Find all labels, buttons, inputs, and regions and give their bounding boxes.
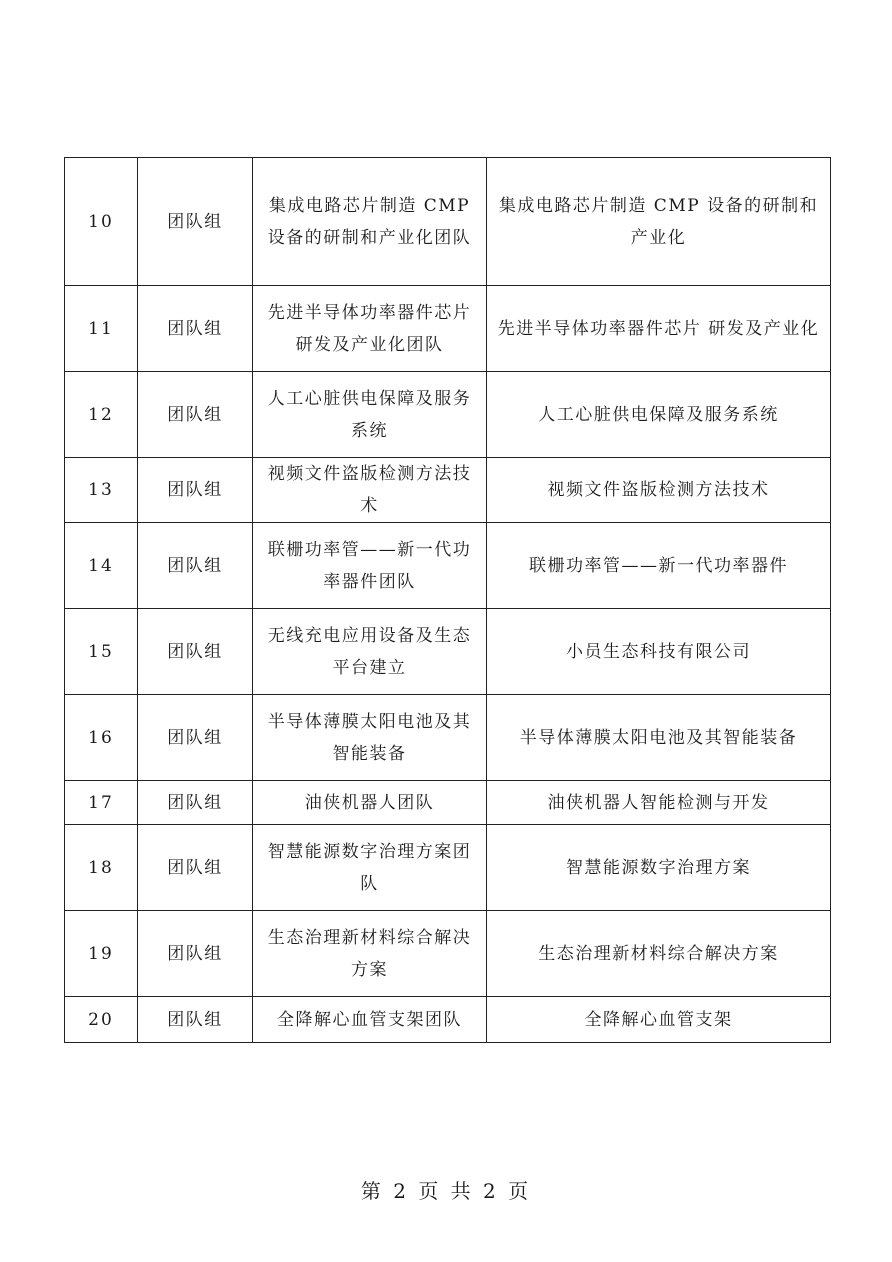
project-cell: 先进半导体功率器件芯片 研发及产业化 bbox=[487, 286, 831, 372]
row-number: 16 bbox=[65, 695, 138, 781]
team-cell: 先进半导体功率器件芯片 研发及产业化团队 bbox=[253, 286, 487, 372]
team-cell: 集成电路芯片制造 CMP 设备的研制和产业化团队 bbox=[253, 158, 487, 286]
project-cell: 生态治理新材料综合解决方案 bbox=[487, 911, 831, 997]
row-number: 12 bbox=[65, 372, 138, 458]
group-cell: 团队组 bbox=[138, 158, 253, 286]
team-cell: 人工心脏供电保障及服务系统 bbox=[253, 372, 487, 458]
group-cell: 团队组 bbox=[138, 911, 253, 997]
team-cell: 半导体薄膜太阳电池及其智能装备 bbox=[253, 695, 487, 781]
row-number: 13 bbox=[65, 458, 138, 523]
table-row bbox=[65, 911, 831, 997]
team-cell: 无线充电应用设备及生态平台建立 bbox=[253, 609, 487, 695]
row-number: 10 bbox=[65, 158, 138, 286]
team-cell: 全降解心血管支架团队 bbox=[253, 997, 487, 1043]
table-row bbox=[65, 286, 831, 372]
project-cell: 智慧能源数字治理方案 bbox=[487, 825, 831, 911]
row-number: 14 bbox=[65, 523, 138, 609]
project-cell: 全降解心血管支架 bbox=[487, 997, 831, 1043]
row-number: 18 bbox=[65, 825, 138, 911]
team-cell: 视频文件盗版检测方法技术 bbox=[253, 458, 487, 523]
team-cell: 联栅功率管——新一代功率器件团队 bbox=[253, 523, 487, 609]
group-cell: 团队组 bbox=[138, 695, 253, 781]
group-cell: 团队组 bbox=[138, 825, 253, 911]
table-row bbox=[65, 158, 831, 286]
table-row bbox=[65, 523, 831, 609]
team-cell: 油侠机器人团队 bbox=[253, 781, 487, 825]
row-number: 19 bbox=[65, 911, 138, 997]
project-cell: 集成电路芯片制造 CMP 设备的研制和产业化 bbox=[487, 158, 831, 286]
row-number: 11 bbox=[65, 286, 138, 372]
table-row bbox=[65, 997, 831, 1043]
row-number: 17 bbox=[65, 781, 138, 825]
table-row bbox=[65, 609, 831, 695]
table-row bbox=[65, 825, 831, 911]
group-cell: 团队组 bbox=[138, 609, 253, 695]
team-cell: 智慧能源数字治理方案团队 bbox=[253, 825, 487, 911]
project-cell: 联栅功率管——新一代功率器件 bbox=[487, 523, 831, 609]
group-cell: 团队组 bbox=[138, 997, 253, 1043]
group-cell: 团队组 bbox=[138, 523, 253, 609]
table-row bbox=[65, 458, 831, 523]
group-cell: 团队组 bbox=[138, 458, 253, 523]
page-number-footer: 第 2 页 共 2 页 bbox=[360, 1179, 532, 1203]
project-cell: 油侠机器人智能检测与开发 bbox=[487, 781, 831, 825]
project-cell: 人工心脏供电保障及服务系统 bbox=[487, 372, 831, 458]
group-cell: 团队组 bbox=[138, 286, 253, 372]
table-row bbox=[65, 781, 831, 825]
project-cell: 小员生态科技有限公司 bbox=[487, 609, 831, 695]
project-cell: 半导体薄膜太阳电池及其智能装备 bbox=[487, 695, 831, 781]
group-cell: 团队组 bbox=[138, 781, 253, 825]
table-row bbox=[65, 372, 831, 458]
row-number: 20 bbox=[65, 997, 138, 1043]
table-row bbox=[65, 695, 831, 781]
row-number: 15 bbox=[65, 609, 138, 695]
team-cell: 生态治理新材料综合解决方案 bbox=[253, 911, 487, 997]
group-cell: 团队组 bbox=[138, 372, 253, 458]
awards-table bbox=[64, 157, 831, 1043]
project-cell: 视频文件盗版检测方法技术 bbox=[487, 458, 831, 523]
